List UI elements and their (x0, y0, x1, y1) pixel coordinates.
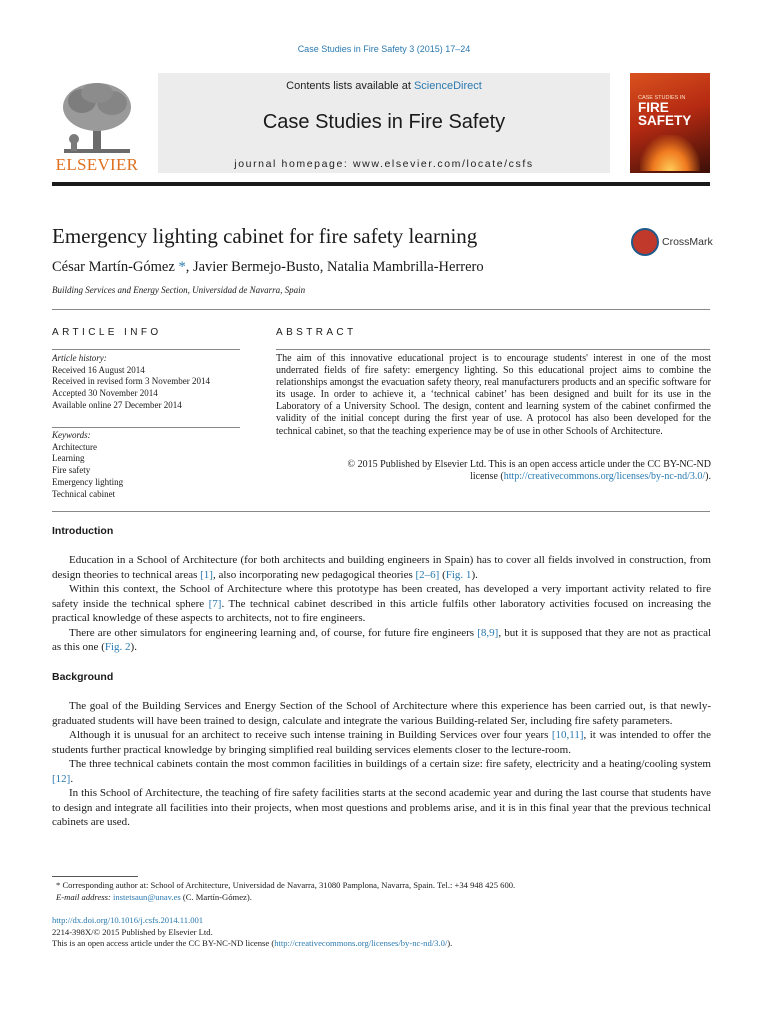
history-label: Article history: (52, 353, 107, 363)
crossmark-badge[interactable] (631, 228, 711, 258)
footnote-rule (52, 876, 138, 877)
divider (52, 511, 710, 512)
citation-link[interactable]: [7] (208, 597, 222, 610)
keyword-item: Technical cabinet (52, 488, 116, 499)
history-item: Received in revised form 3 November 2014 (52, 376, 210, 387)
paragraph: Education in a School of Architecture (for both architects and building engineers in Spain) has to cover all fields involved in construction, from design theories to technical areas [1], also incorporating new pedagogical theories [2–6] (Fig. 1). (52, 554, 711, 581)
introduction-heading: Introduction (52, 525, 114, 537)
journal-header-box (158, 73, 610, 173)
history-item: Accepted 30 November 2014 (52, 388, 158, 399)
corresponding-author-footnote (52, 879, 712, 903)
cover-small-text: CASE STUDIES IN (638, 95, 686, 101)
article-history (52, 353, 242, 412)
figure-link[interactable]: Fig. 2 (104, 641, 131, 653)
footnote-address: * Corresponding author at: School of Architecture, Universidad de Navarra, 31080 Pamplona, Navarra, Spain. Tel.: +34 948 425 600. (56, 880, 516, 890)
divider (52, 309, 710, 310)
keywords (52, 430, 242, 500)
paragraph: Although it is unusual for an architect to receive such intense training in Building Services over four years [10,11], it was intended to offer the students further practical knowledge by bringing simplified real building services elements closer to the lecture-room. (52, 729, 712, 756)
paragraph: The goal of the Building Services and Energy Section of the School of Architecture where this experience has been carried out, is that newly-graduated students will have been trained to design, calculate and integrate the various Building-related Ser, including fire safety parameters. (52, 700, 711, 727)
figure-link[interactable]: Fig. 1 (445, 568, 472, 581)
article-title: Emergency lighting cabinet for fire safety learning (52, 224, 478, 248)
affiliation: Building Services and Energy Section, Universidad de Navarra, Spain (52, 285, 306, 295)
contents-line: Contents lists available at ScienceDirect (286, 80, 482, 92)
email-link[interactable]: instetsaun@unav.es (112, 892, 181, 903)
license-line: license (http://creativecommons.org/licenses/by-nc-nd/3.0/). (470, 471, 711, 483)
journal-reference[interactable]: Case Studies in Fire Safety 3 (2015) 17–24 (297, 44, 471, 54)
divider (52, 349, 240, 350)
other-authors: , Javier Bermejo-Busto, Natalia Mambrilla-Herrero (185, 259, 484, 275)
citation-link[interactable]: [1] (200, 568, 213, 581)
divider (276, 349, 710, 350)
article-info-heading: ARTICLE INFO (52, 327, 162, 338)
background-heading: Background (52, 671, 114, 683)
publisher-wordmark: ELSEVIER (55, 155, 139, 174)
citation-link[interactable]: [2–6] (415, 568, 440, 581)
license-link[interactable]: http://creativecommons.org/licenses/by-nc-nd/3.0/ (503, 471, 706, 483)
homepage-link[interactable]: www.elsevier.com/locate/csfs (352, 158, 534, 170)
author-list (52, 259, 484, 276)
doi-block (52, 915, 712, 950)
journal-cover-image (630, 73, 710, 173)
citation-link[interactable]: [8,9] (477, 626, 499, 639)
journal-header (52, 73, 710, 176)
flame-icon (640, 135, 700, 171)
abstract-text: The aim of this innovative educational project is to encourage students' interest in one of the most underrated fields of fire safety: emergency lighting. So this educational project aims to combine the relationships amongst the evacuation safety theory, real manufacturers products and an specific software for its usage. In order to achieve it, a ‘technical cabinet’ has been designed and built for its use in the Laboratory of a University School. The design, content and learning system of the cabinet confirmed the validity of the initial concept during the first year of use. A protocol has also been developed for the technical cabinet, so that the teaching experience may be of use in other Schools of Architecture. (276, 353, 711, 437)
issn-line: 2214-398X/© 2015 Published by Elsevier Ltd. (52, 926, 213, 937)
paragraph: There are other simulators for engineering learning and, of course, for future fire engineers [8,9], but it is supposed that they are not as practical as this one (Fig. 2). (52, 626, 712, 653)
keyword-item: Fire safety (52, 465, 91, 476)
header-rule (52, 182, 710, 186)
doi-link[interactable]: http://dx.doi.org/10.1016/j.csfs.2014.11.001 (52, 915, 204, 925)
abstract-heading: ABSTRACT (276, 327, 357, 338)
keyword-item: Learning (52, 453, 85, 464)
citation-link[interactable]: [10,11] (551, 729, 584, 741)
keywords-label: Keywords: (52, 430, 91, 440)
crossmark-label: CrossMark (662, 236, 713, 248)
corresponding-author-marker[interactable]: * (178, 259, 186, 275)
footnote-email: E-mail address: instetsaun@unav.es (C. Martín-Gómez). (56, 892, 252, 903)
divider (52, 427, 240, 428)
keyword-item: Emergency lighting (52, 476, 124, 487)
history-item: Received 16 August 2014 (52, 364, 145, 375)
abstract-copyright (276, 459, 711, 483)
sciencedirect-link[interactable]: ScienceDirect (413, 80, 482, 92)
cover-title: FIRE SAFETY (638, 100, 692, 128)
author-1: César Martín-Gómez (52, 259, 175, 275)
paragraph: The three technical cabinets contain the most common facilities in buildings of a certain size: fire safety, electricity and a heating/cooling system [12]. (52, 758, 711, 785)
paragraph: In this School of Architecture, the teaching of fire safety facilities starts at the second academic year and during the last course that students have to design and integrate all facilities into their projects, when most questions and problems arise, and it is in this final year that the previous technical cabinets are used. (52, 787, 711, 828)
paragraph: Within this context, the School of Architecture where this prototype has been created, has developed a very important activity related to fire safety inside the technical sphere [7]. The technical cabinet described in this article fulfils other laboratory activities focused on increasing the practical knowledge of these aspects to architects, not to fire engineers. (52, 583, 711, 624)
citation-link[interactable]: [12] (52, 772, 71, 785)
introduction-body (52, 553, 711, 655)
open-access-line: This is an open access article under the CC BY-NC-ND license (http://creativecommons.org/licenses/by-nc-nd/3.0/). (52, 938, 453, 949)
journal-homepage: journal homepage: www.elsevier.com/locate/csfs (234, 158, 534, 170)
crossmark-icon (631, 228, 659, 256)
copyright-line: © 2015 Published by Elsevier Ltd. This is an open access article under the CC BY-NC-ND (347, 459, 711, 470)
background-body (52, 699, 711, 830)
keyword-item: Architecture (52, 441, 97, 452)
license-link[interactable]: http://creativecommons.org/licenses/by-nc-nd/3.0/ (274, 938, 448, 949)
history-item: Available online 27 December 2014 (52, 399, 182, 410)
journal-title: Case Studies in Fire Safety (262, 111, 506, 133)
